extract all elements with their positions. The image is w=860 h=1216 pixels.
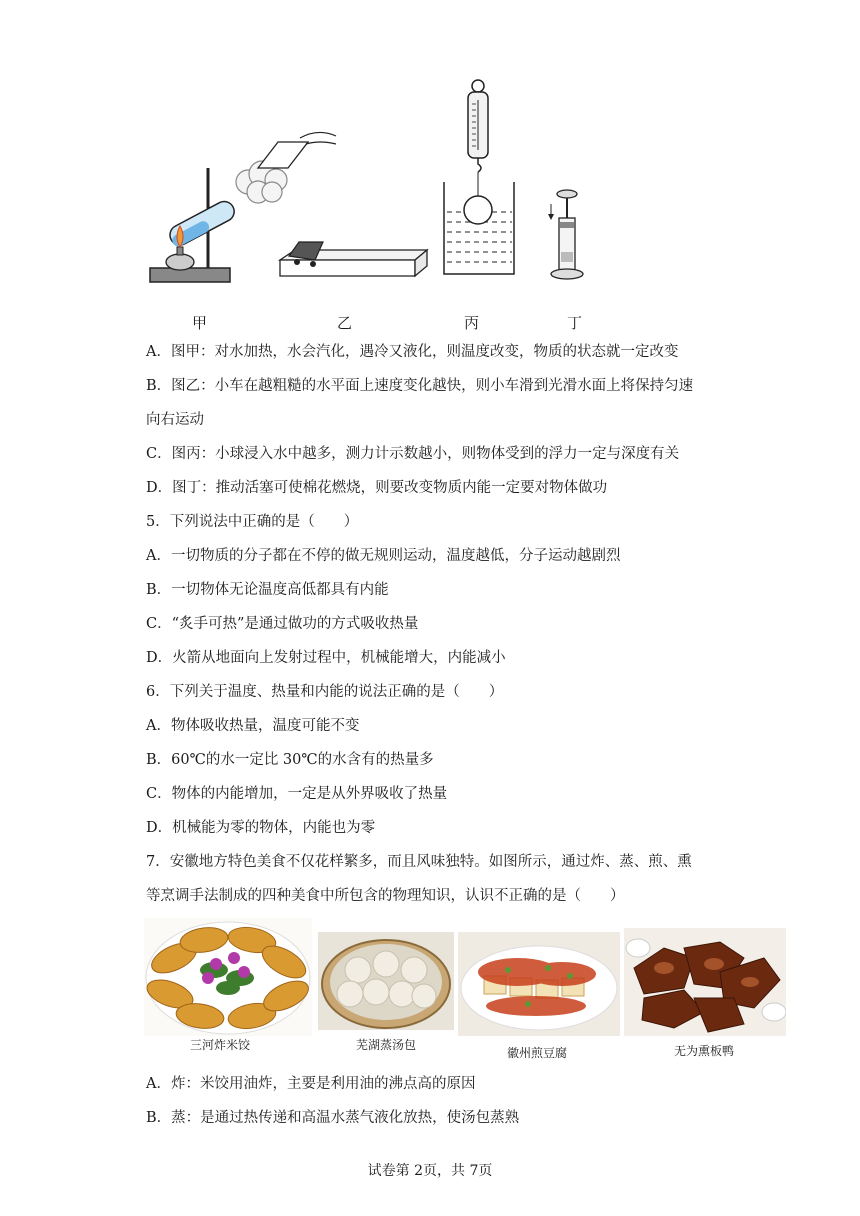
figure-label-yi: 乙: [337, 314, 353, 332]
q4-option-c: C．图丙：小球浸入水中越多，测力计示数越小，则物体受到的浮力一定与深度有关: [146, 446, 680, 462]
q4-option-b-cont: 向右运动: [146, 412, 204, 428]
caption-steamed-soup-buns: 芜湖蒸汤包: [356, 1038, 417, 1052]
q5-option-d: D．火箭从地面向上发射过程中，机械能增大，内能减小: [146, 650, 506, 666]
q4-option-a: A．图甲：对水加热，水会汽化，遇冷又液化，则温度改变，物质的状态就一定改变: [146, 344, 679, 360]
q6-option-a: A．物体吸收热量，温度可能不变: [146, 718, 360, 734]
photo-steamed-soup-buns: [318, 932, 454, 1030]
q6-stem: 6．下列关于温度、热量和内能的说法正确的是（ ）: [146, 684, 504, 700]
photo-fried-rice-dumplings: [144, 918, 312, 1036]
photo-smoked-duck: [624, 928, 786, 1036]
q7-stem-line2: 等烹调手法制成的四种美食中所包含的物理知识，认识不正确的是（ ）: [146, 888, 625, 904]
photo-fried-tofu: [458, 932, 620, 1036]
figure-ding-piston-cylinder: [545, 188, 590, 283]
caption-fried-tofu: 徽州煎豆腐: [507, 1046, 568, 1060]
q6-option-d: D．机械能为零的物体，内能也为零: [146, 820, 376, 836]
q5-stem: 5．下列说法中正确的是（ ）: [146, 514, 359, 530]
q4-option-d: D．图丁：推动活塞可使棉花燃烧，则要改变物质内能一定要对物体做功: [146, 480, 608, 496]
q7-option-a: A．炸：米饺用油炸，主要是利用油的沸点高的原因: [146, 1076, 476, 1092]
q7-option-b: B．蒸：是通过热传递和高温水蒸气液化放热，使汤包蒸熟: [146, 1110, 520, 1126]
page-footer: 试卷第 2页，共 7页: [367, 1163, 493, 1179]
figure-bing-buoyancy: [440, 78, 520, 283]
caption-fried-rice-dumplings: 三河炸米饺: [190, 1038, 251, 1052]
q5-option-a: A．一切物质的分子都在不停的做无规则运动，温度越低，分子运动越剧烈: [146, 548, 621, 564]
figure-label-jia: 甲: [192, 314, 208, 332]
q7-stem-line1: 7．安徽地方特色美食不仅花样繁多，而且风味独特。如图所示，通过炸、蒸、煎、熏: [146, 854, 692, 870]
figure-label-bing: 丙: [464, 314, 480, 332]
caption-smoked-duck: 无为熏板鸭: [674, 1044, 735, 1058]
figure-label-ding: 丁: [567, 314, 583, 332]
q4-option-b: B．图乙：小车在越粗糙的水平面上速度变化越快，则小车滑到光滑水面上将保持匀速: [146, 378, 694, 394]
q6-option-c: C．物体的内能增加，一定是从外界吸收了热量: [146, 786, 448, 802]
q5-option-c: C．“炙手可热”是通过做功的方式吸收热量: [146, 616, 419, 632]
q5-option-b: B．一切物体无论温度高低都具有内能: [146, 582, 389, 598]
figure-yi-cart-on-board: [275, 230, 435, 285]
q6-option-b: B．60℃的水一定比 30℃的水含有的热量多: [146, 752, 434, 768]
